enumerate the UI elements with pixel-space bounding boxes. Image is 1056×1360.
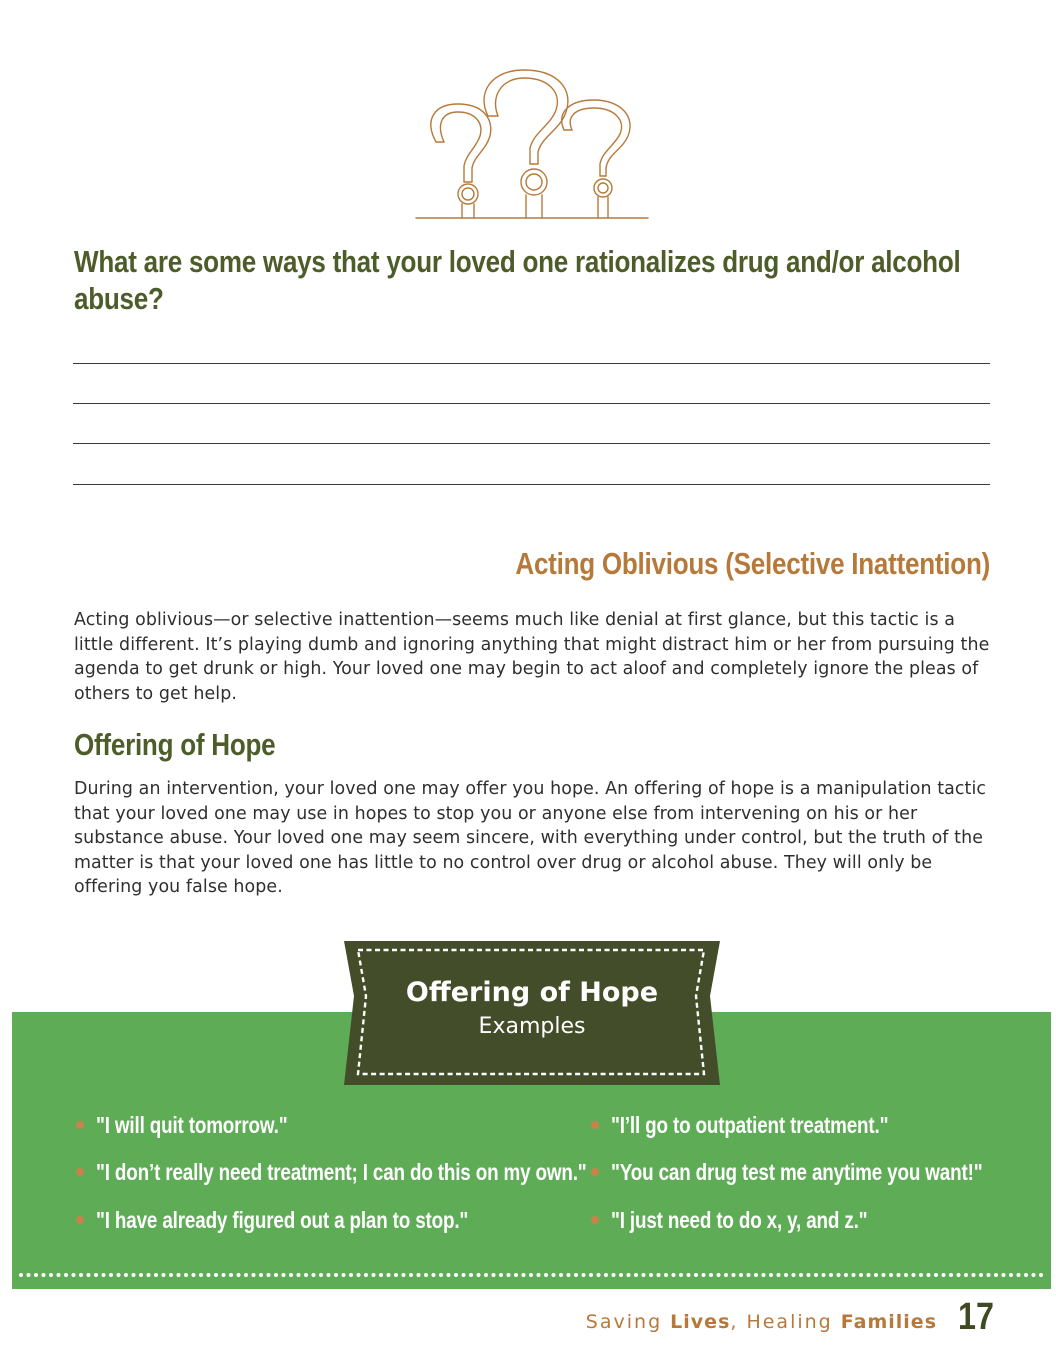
footer-text-healing: , Healing bbox=[730, 1311, 841, 1333]
paragraph-acting-oblivious: Acting oblivious—or selective inattention—seems much like denial at first glance, but this tactic is a little different. It’s playing dumb and ignoring anything that might distract him or her from pursuing the agenda to get drunk or high. Your loved one may begin to act aloof and completely ignore the pleas of others to get help. bbox=[74, 610, 990, 704]
example-text: "I just need to do x, y, and z." bbox=[611, 1207, 868, 1233]
worksheet-question: What are some ways that your loved one rationalizes drug and/or alcohol abuse? bbox=[74, 244, 961, 316]
example-text: "I’ll go to outpatient treatment." bbox=[611, 1112, 889, 1138]
footer-text-saving: Saving bbox=[585, 1311, 671, 1333]
example-text: "I have already figured out a plan to stop." bbox=[96, 1207, 469, 1233]
example-text: "I don’t really need treatment; I can do this on my own." bbox=[96, 1159, 587, 1185]
bullet-icon bbox=[591, 1168, 599, 1176]
bullet-icon bbox=[76, 1121, 84, 1129]
footer-tagline bbox=[586, 1308, 937, 1336]
bullet-icon bbox=[591, 1121, 599, 1129]
bullet-icon bbox=[76, 1216, 84, 1224]
examples-subtitle: Examples bbox=[478, 1014, 586, 1039]
heading-acting-oblivious: Acting Oblivious (Selective Inattention) bbox=[515, 546, 990, 581]
footer-text-lives: Lives bbox=[670, 1311, 731, 1333]
example-item bbox=[591, 1110, 949, 1140]
answer-line-1[interactable] bbox=[73, 363, 990, 364]
bullet-icon bbox=[76, 1168, 84, 1176]
example-text: "I will quit tomorrow." bbox=[96, 1112, 288, 1138]
answer-line-4[interactable] bbox=[73, 484, 990, 485]
example-text: "You can drug test me anytime you want!" bbox=[611, 1159, 983, 1185]
page-number: 17 bbox=[958, 1296, 994, 1338]
answer-line-2[interactable] bbox=[73, 403, 990, 404]
examples-title: Offering of Hope bbox=[405, 977, 659, 1008]
example-item bbox=[591, 1205, 924, 1235]
bullet-icon bbox=[591, 1216, 599, 1224]
footer-text-families: Families bbox=[840, 1311, 937, 1333]
answer-line-3[interactable] bbox=[73, 443, 990, 444]
example-item bbox=[76, 1205, 550, 1235]
heading-offering-of-hope: Offering of Hope bbox=[74, 727, 276, 762]
paragraph-offering-of-hope: During an intervention, your loved one may offer you hope. An offering of hope is a manipulation tactic that your loved one may use in hopes to stop you or anyone else from intervening on his or her substance abuse. Your loved one may seem sincere, with everything under control, but the truth of the matter is that your loved one has little to no control over drug or alcohol abuse. They will only be offering you false hope. bbox=[74, 779, 987, 898]
example-item bbox=[76, 1110, 330, 1140]
question-marks-icon bbox=[414, 64, 650, 224]
example-item bbox=[591, 1157, 1056, 1187]
dotted-divider bbox=[18, 1272, 1046, 1278]
